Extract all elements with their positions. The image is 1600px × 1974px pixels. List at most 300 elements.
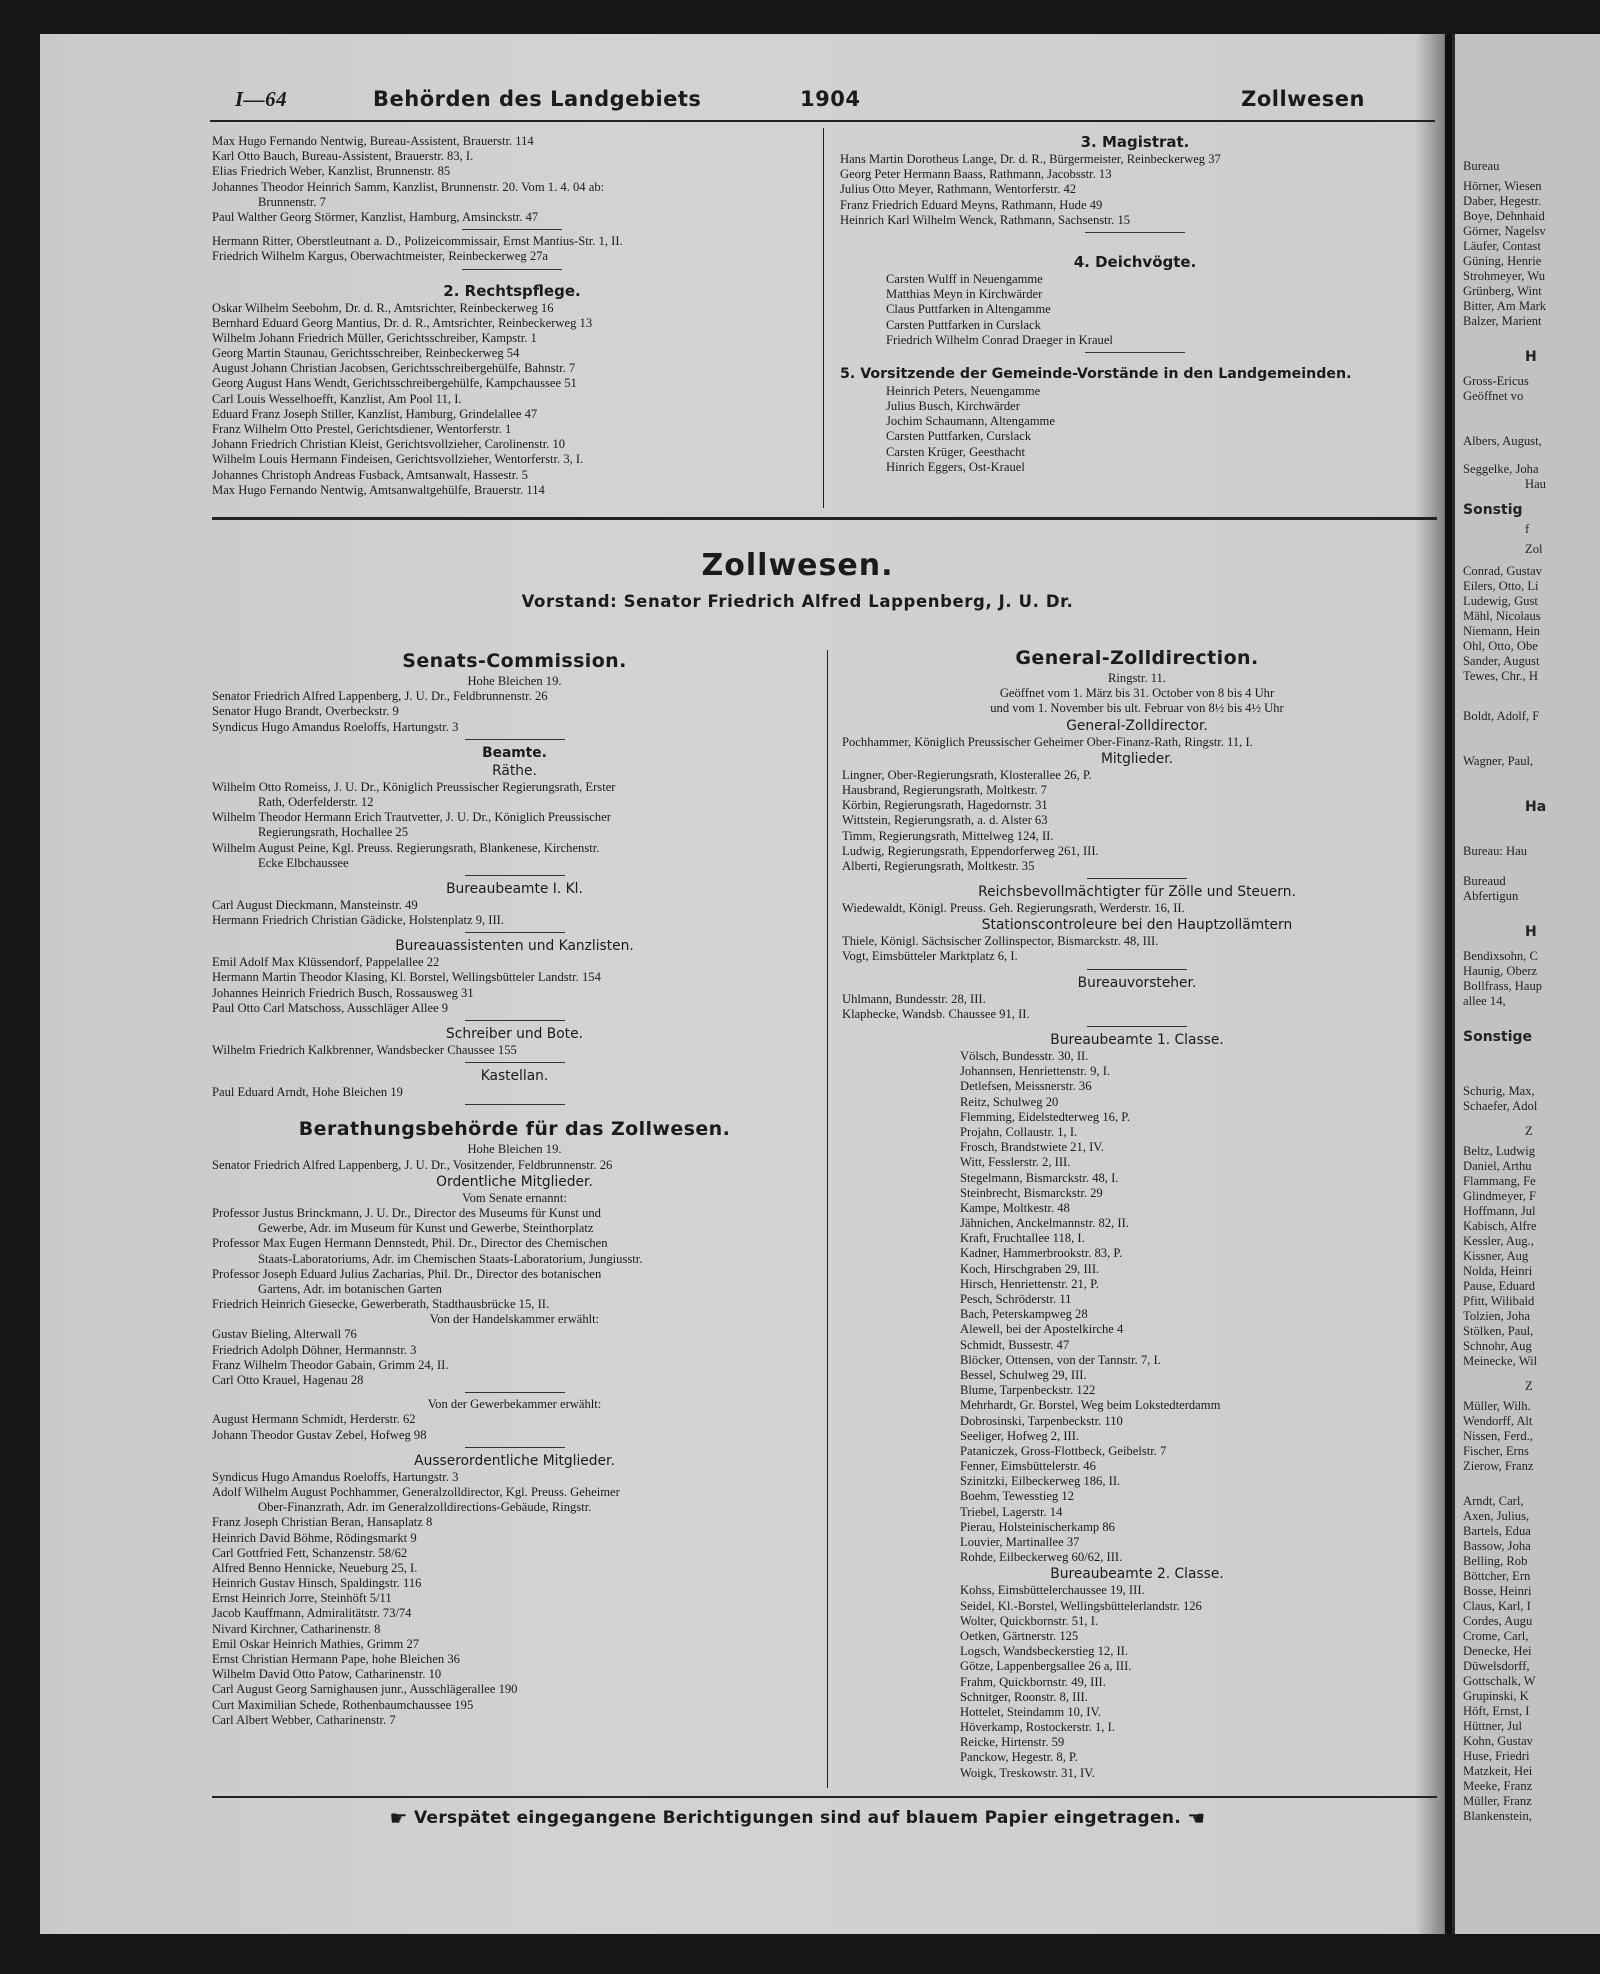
general-zolldirection-heading: General-Zolldirection. (1015, 647, 1259, 669)
list-item: Franz Wilhelm Theodor Gabain, Grimm 24, II. (212, 1357, 449, 1372)
list-item: Woigk, Treskowstr. 31, IV. (960, 1765, 1095, 1780)
next-page-line: Axen, Julius, (1463, 1509, 1530, 1523)
list-item: Körbin, Regierungsrath, Hagedornstr. 31 (842, 798, 1048, 813)
next-page-line: Huse, Friedri (1463, 1749, 1530, 1763)
next-page-line: Niemann, Hein (1463, 624, 1540, 638)
next-page-line: Crome, Carl, (1463, 1629, 1529, 1643)
list-item: Adolf Wilhelm August Pochhammer, Generalzolldirector, Kgl. Preuss. Geheimer (212, 1484, 620, 1499)
list-item: Johann Theodor Gustav Zebel, Hofweg 98 (212, 1427, 427, 1442)
list-item: Carsten Puttfarken in Curslack (886, 317, 1041, 332)
director-list (842, 735, 1432, 750)
next-page-line: Güning, Henrie (1463, 254, 1542, 268)
next-page-line: allee 14, (1463, 994, 1506, 1008)
list-item: Eduard Franz Joseph Stiller, Kanzlist, Hamburg, Grindelallee 47 (212, 406, 538, 421)
gewerbekammer-label: Von der Gewerbekammer erwählt: (427, 1397, 602, 1412)
section-rule (212, 517, 1437, 520)
next-page-line: Höft, Ernst, I (1463, 1704, 1530, 1718)
list-item: Carl Gottfried Fett, Schanzenstr. 58/62 (212, 1545, 408, 1560)
column-divider-main (827, 650, 828, 1788)
klasse1-heading: Bureaubeamte 1. Classe. (1050, 1032, 1224, 1048)
vorsitzende-list (840, 384, 1430, 475)
next-page-line: Böttcher, Ern (1463, 1569, 1531, 1583)
next-page-fragment (1452, 34, 1600, 1934)
list-item: Völsch, Bundesstr. 30, II. (960, 1049, 1089, 1063)
next-page-line: Sonstig (1463, 502, 1523, 518)
next-page-line: Beltz, Ludwig (1463, 1144, 1536, 1158)
next-page-line: Bendixsohn, C (1463, 949, 1538, 963)
list-item: Karl Otto Bauch, Bureau-Assistent, Brauerstr. 83, I. (212, 149, 474, 164)
ordentliche-heading: Ordentliche Mitglieder. (436, 1173, 593, 1190)
list-item: Kohss, Eimsbüttelerchaussee 19, III. (960, 1583, 1145, 1598)
list-item: Franz Friedrich Eduard Meyns, Rathmann, Hude 49 (840, 197, 1103, 212)
list-item: Jähnichen, Anckelmannstr. 82, II. (960, 1216, 1129, 1231)
list-item: Boehm, Tewesstieg 12 (960, 1489, 1074, 1504)
rechtspflege-list (212, 301, 812, 498)
list-item: Timm, Regierungsrath, Mittelweg 124, II. (842, 828, 1054, 843)
list-item: Friedrich Heinrich Giesecke, Gewerberath, Stadthausbrücke 15, II. (212, 1297, 550, 1312)
list-item: Flemming, Eidelstedterweg 16, P. (960, 1109, 1130, 1124)
next-page-line: Bureaud (1463, 874, 1506, 888)
divider (465, 1020, 565, 1021)
list-item: Wilhelm Louis Hermann Findeisen, Gerichtsvollzieher, Wentorferstr. 3, I. (212, 452, 584, 467)
next-page-line: Sander, August (1463, 654, 1540, 668)
divider (465, 1062, 565, 1063)
list-item: Julius Otto Meyer, Rathmann, Wentorferstr. 42 (840, 182, 1077, 197)
list-item: Carl August Dieckmann, Mansteinstr. 49 (212, 897, 418, 912)
next-page-line: Gross-Ericus (1463, 374, 1529, 388)
list-item: Alfred Benno Hennicke, Neueburg 25, I. (212, 1560, 418, 1575)
schreiber-list (212, 1043, 817, 1058)
klasse1-list (842, 1049, 1432, 1565)
list-item: Hirsch, Henriettenstr. 21, P. (960, 1276, 1099, 1291)
list-item: Blume, Tarpenbeckstr. 122 (960, 1383, 1096, 1398)
list-item: Wilhelm Theodor Hermann Erich Trautvetter, J. U. Dr., Königlich Preussischer (212, 810, 611, 825)
list-item: Professor Joseph Eduard Julius Zacharias, Phil. Dr., Director des botanischen (212, 1266, 602, 1281)
page-number: I—64 (235, 87, 288, 111)
general-hours (842, 686, 1432, 716)
list-item: Georg August Hans Wendt, Gerichtsschreibergehülfe, Kampchaussee 51 (212, 376, 577, 391)
assistenten-list (212, 955, 817, 1016)
next-page-line: Haunig, Oberz (1463, 964, 1538, 978)
next-page-line: Meinecke, Wil (1463, 1354, 1538, 1368)
list-item: Wilhelm Johann Friedrich Müller, Gerichtsschreiber, Kampstr. 1 (212, 330, 537, 345)
list-item: Gustav Bieling, Alterwall 76 (212, 1327, 357, 1342)
list-item: Friedrich Wilhelm Conrad Draeger in Krauel (886, 332, 1113, 347)
section-title: Behörden des Landgebiets (373, 87, 702, 111)
list-item: Max Hugo Fernando Nentwig, Amtsanwaltgehülfe, Brauerstr. 114 (212, 482, 545, 497)
next-page-line: Balzer, Marient (1463, 314, 1542, 328)
list-item: Bessel, Schulweg 29, III. (960, 1367, 1087, 1382)
next-page-line: Sonstige (1463, 1029, 1533, 1045)
next-page-line: Mähl, Nicolaus (1463, 609, 1541, 623)
footnote (170, 1806, 1425, 1830)
police-list (212, 234, 812, 264)
schreiber-heading: Schreiber und Bote. (446, 1026, 583, 1042)
next-page-line: Kabisch, Alfre (1463, 1219, 1537, 1233)
list-item: Steinbrecht, Bismarckstr. 29 (960, 1185, 1103, 1200)
list-item: Paul Otto Carl Matschoss, Ausschläger Allee 9 (212, 1000, 449, 1015)
general-address: Ringstr. 11. (1108, 671, 1166, 685)
list-item: Paul Walther Georg Störmer, Kanzlist, Hamburg, Amsinckstr. 47 (212, 209, 539, 224)
next-page-line: Müller, Franz (1463, 1794, 1532, 1808)
senats-list (212, 689, 817, 735)
list-item: Johannsen, Henriettenstr. 9, I. (960, 1064, 1111, 1079)
list-item: Carsten Wulff in Neuengamme (886, 271, 1043, 286)
next-page-line: Glindmeyer, F (1463, 1189, 1536, 1203)
next-page-line: Ludewig, Gust (1463, 594, 1538, 608)
list-item: Wilhelm Otto Romeiss, J. U. Dr., Königlich Preussischer Regierungsrath, Erster (212, 779, 616, 794)
kastellan-list (212, 1085, 817, 1100)
next-page-line: Boye, Dehnhaid (1463, 209, 1545, 223)
running-header (190, 87, 1425, 119)
divider (1085, 232, 1185, 233)
list-item: Wilhelm August Peine, Kgl. Preuss. Regierungsrath, Blankenese, Kirchenstr. (212, 840, 600, 855)
list-item: Hinrich Eggers, Ost-Krauel (886, 459, 1025, 474)
list-item: Lingner, Ober-Regierungsrath, Klosterallee 26, P. (842, 767, 1092, 782)
magistrat-list (840, 152, 1430, 228)
next-page-line: Abfertigun (1463, 889, 1519, 903)
list-item: Paul Eduard Arndt, Hohe Bleichen 19 (212, 1085, 403, 1100)
next-page-line: Wendorff, Alt (1463, 1414, 1533, 1428)
magistrat-heading: 3. Magistrat. (1080, 133, 1190, 151)
next-page-line: Kessler, Aug., (1463, 1234, 1534, 1248)
next-page-line: Eilers, Otto, Li (1463, 579, 1539, 593)
list-item: Staats-Laboratoriums, Adr. im Chemischen Staats-Laboratorium, Jungiusstr. (258, 1251, 643, 1266)
next-page-line: Daber, Hegestr. (1463, 194, 1542, 208)
list-item: Kadner, Hammerbrookstr. 83, P. (960, 1246, 1123, 1261)
reichsbevoll-heading: Reichsbevollmächtigter für Zölle und Steuern. (978, 884, 1296, 901)
senat-list (212, 1206, 817, 1312)
next-page-line: Geöffnet vo (1463, 389, 1524, 403)
list-item: Geöffnet vom 1. März bis 31. October von 8 bis 4 Uhr (999, 686, 1275, 701)
berathung-list (212, 1158, 817, 1173)
list-item: Franz Wilhelm Otto Prestel, Gerichtsdiener, Wentorferstr. 1 (212, 422, 512, 436)
stations-heading: Stationscontroleure bei den Hauptzollämtern (981, 917, 1293, 934)
divider (1087, 1026, 1187, 1027)
footer-rule (212, 1796, 1437, 1798)
next-page-line: Bureau: Hau (1463, 844, 1527, 858)
next-page-line: Claus, Karl, I (1463, 1599, 1531, 1613)
senats-commission-heading: Senats-Commission. (402, 650, 627, 672)
list-item: Ernst Christian Hermann Pape, hohe Bleichen 36 (212, 1652, 460, 1666)
list-item: Koch, Hirschgraben 29, III. (960, 1261, 1100, 1276)
next-page-line: Blankenstein, (1463, 1809, 1532, 1823)
list-item: Wilhelm Friedrich Kalkbrenner, Wandsbecker Chaussee 155 (212, 1043, 517, 1057)
next-page-line: Boldt, Adolf, F (1463, 709, 1540, 723)
divider (465, 932, 565, 933)
deichvoegte-heading: 4. Deichvögte. (1073, 252, 1197, 271)
next-page-line: Belling, Rob (1463, 1554, 1528, 1568)
divider (465, 875, 565, 876)
chapter-vorstand: Vorstand: Senator Friedrich Alfred Lappenberg, J. U. Dr. (521, 592, 1074, 611)
list-item: Bernhard Eduard Georg Mantius, Dr. d. R., Amtsrichter, Reinbeckerweg 13 (212, 315, 593, 330)
next-page-line: Denecke, Hei (1463, 1644, 1532, 1658)
list-item: Nivard Kirchner, Catharinenstr. 8 (212, 1621, 381, 1636)
list-item: Hermann Martin Theodor Klasing, Kl. Borstel, Wellingsbütteler Landstr. 154 (212, 970, 601, 985)
berathung-heading: Berathungsbehörde für das Zollwesen. (298, 1118, 731, 1141)
list-item: Klaphecke, Wandsb. Chaussee 91, II. (842, 1006, 1030, 1021)
list-item: Hans Martin Dorotheus Lange, Dr. d. R., Bürgermeister, Reinbeckerweg 37 (840, 152, 1221, 166)
list-item: Seidel, Kl.-Borstel, Wellingsbüttelerlandstr. 126 (960, 1598, 1202, 1613)
staff-list (212, 134, 812, 225)
next-page-line: Müller, Wilh. (1463, 1399, 1531, 1413)
next-page-line: Pause, Eduard (1463, 1279, 1536, 1293)
list-item: Claus Puttfarken in Altengamme (886, 302, 1051, 317)
list-item: Rath, Oderfelderstr. 12 (258, 794, 374, 809)
next-page-line: Düwelsdorff, (1463, 1659, 1530, 1673)
next-page-line: Nolda, Heinri (1463, 1264, 1533, 1278)
list-item: Carl Albert Webber, Catharinenstr. 7 (212, 1712, 396, 1727)
next-page-line: Hüttner, Jul (1463, 1719, 1522, 1733)
list-item: Georg Martin Staunau, Gerichtsschreiber, Reinbeckerweg 54 (212, 346, 520, 361)
list-item: Senator Friedrich Alfred Lappenberg, J. U. Dr., Feldbrunnenstr. 26 (212, 689, 548, 704)
next-page-line: Fischer, Erns (1463, 1444, 1529, 1458)
gewerbekammer-list (212, 1412, 817, 1442)
list-item: Senator Friedrich Alfred Lappenberg, J. U. Dr., Vositzender, Feldbrunnenstr. 26 (212, 1157, 613, 1172)
list-item: Höverkamp, Rostockerstr. 1, I. (960, 1720, 1115, 1735)
list-item: Friedrich Wilhelm Kargus, Oberwachtmeister, Reinbeckerweg 27a (212, 249, 548, 264)
next-page-line: Matzkeit, Hei (1463, 1764, 1533, 1778)
next-page-line: Z (1525, 1379, 1533, 1393)
list-item: Brunnenstr. 7 (258, 194, 326, 209)
pointing-hand-right-icon: ☛ (389, 1806, 408, 1830)
list-item: Hermann Ritter, Oberstleutnant a. D., Polizeicommissair, Ernst Mantius-Str. 1, II. (212, 234, 623, 249)
chapter-title: Zollwesen. (701, 548, 894, 583)
handelskammer-list (212, 1327, 817, 1388)
next-page-line: Albers, August, (1463, 434, 1542, 448)
berathung-address: Hohe Bleichen 19. (467, 1142, 562, 1157)
list-item: Götze, Lappenbergsallee 26 a, III. (960, 1659, 1132, 1674)
next-page-line: Nissen, Ferd., (1463, 1429, 1533, 1443)
top-left-column (212, 134, 812, 498)
next-page-line: Tewes, Chr., H (1463, 669, 1539, 683)
list-item: Emil Adolf Max Klüssendorf, Pappelallee 22 (212, 955, 440, 970)
top-right-column (840, 134, 1430, 475)
next-page-line: Grupinski, K (1463, 1689, 1529, 1703)
list-item: Pataniczek, Gross-Flottbeck, Geibelstr. 7 (960, 1443, 1167, 1458)
header-rule (210, 120, 1435, 122)
divider (1085, 352, 1185, 353)
list-item: Julius Busch, Kirchwärder (886, 399, 1020, 414)
next-page-line: Grünberg, Wint (1463, 284, 1542, 298)
list-item: Reicke, Hirtenstr. 59 (960, 1735, 1065, 1750)
list-item: Wolter, Quickbornstr. 51, I. (960, 1613, 1099, 1628)
list-item: Alberti, Regierungsrath, Moltkestr. 35 (842, 858, 1035, 873)
list-item: Bach, Peterskampweg 28 (960, 1307, 1088, 1322)
list-item: Wilhelm David Otto Patow, Catharinenstr. 10 (212, 1667, 442, 1682)
list-item: Carsten Puttfarken, Curslack (886, 429, 1032, 444)
list-item: Regierungsrath, Hochallee 25 (258, 825, 409, 840)
klasse2-list (842, 1583, 1432, 1780)
list-item: Heinrich Peters, Neuengamme (886, 383, 1041, 398)
list-item: Vogt, Eimsbütteler Marktplatz 6, I. (842, 949, 1018, 964)
list-item: Pesch, Schröderstr. 11 (960, 1292, 1072, 1306)
next-page-line: Cordes, Augu (1463, 1614, 1533, 1628)
list-item: Syndicus Hugo Amandus Roeloffs, Hartungstr. 3 (212, 1469, 459, 1484)
list-item: Kraft, Fruchtallee 118, I. (960, 1231, 1085, 1246)
main-right-column (842, 645, 1432, 1781)
reichsbevoll-list (842, 901, 1432, 916)
senat-ernannt-label: Vom Senate ernannt: (462, 1190, 567, 1205)
divider (465, 1392, 565, 1393)
list-item: Gartens, Adr. im botanischen Garten (258, 1281, 442, 1296)
list-item: Mehrhardt, Gr. Borstel, Weg beim Lokstedterdamm (960, 1398, 1221, 1413)
ausserordentliche-list (212, 1470, 817, 1728)
vorsteher-list (842, 992, 1432, 1022)
list-item: Stegelmann, Bismarckstr. 48, I. (960, 1170, 1119, 1185)
list-item: Carsten Krüger, Geesthacht (886, 444, 1026, 459)
bureaubeamte-list (212, 898, 817, 928)
next-page-line: f (1525, 522, 1530, 536)
next-page-line: Schaefer, Adol (1463, 1099, 1538, 1113)
list-item: Hausbrand, Regierungsrath, Moltkestr. 7 (842, 782, 1047, 797)
list-item: Wittstein, Regierungsrath, a. d. Alster 63 (842, 813, 1048, 828)
next-page-line: Flammang, Fe (1463, 1174, 1536, 1188)
list-item: Seeliger, Hofweg 2, III. (960, 1428, 1080, 1443)
list-item: Triebel, Lagerstr. 14 (960, 1504, 1063, 1519)
list-item: Pierau, Holsteinischerkamp 86 (960, 1519, 1115, 1534)
list-item: Detlefsen, Meissnerstr. 36 (960, 1079, 1092, 1094)
list-item: Blöcker, Ottensen, von der Tannstr. 7, I. (960, 1352, 1161, 1367)
next-page-line: Schurig, Max, (1463, 1084, 1535, 1098)
director-heading: General-Zolldirector. (1066, 717, 1208, 734)
raethe-list (212, 780, 817, 871)
raethe-heading: Räthe. (492, 762, 537, 779)
list-item: Heinrich Karl Wilhelm Wenck, Rathmann, Sachsenstr. 15 (840, 212, 1131, 227)
next-page-line: Bitter, Am Mark (1463, 299, 1547, 313)
next-page-line: Görner, Nagelsv (1463, 224, 1546, 238)
deichvoegte-list (840, 272, 1430, 348)
next-page-line: Tolzien, Joha (1463, 1309, 1530, 1323)
divider (462, 269, 562, 270)
list-item: Witt, Fesslerstr. 2, III. (960, 1155, 1071, 1170)
list-item: Projahn, Collaustr. 1, I. (960, 1124, 1078, 1139)
list-item: Elias Friedrich Weber, Kanzlist, Brunnenstr. 85 (212, 164, 451, 179)
column-divider-top (823, 128, 824, 508)
list-item: Carl Otto Krauel, Hagenau 28 (212, 1373, 364, 1387)
next-page-line: Stölken, Paul, (1463, 1324, 1534, 1338)
list-item: Oskar Wilhelm Seebohm, Dr. d. R., Amtsrichter, Reinbeckerweg 16 (212, 300, 554, 315)
stations-list (842, 934, 1432, 964)
next-page-line: Bosse, Heinri (1463, 1584, 1532, 1598)
next-page-line: Strohmeyer, Wu (1463, 269, 1546, 283)
next-page-line: Zierow, Franz (1463, 1459, 1534, 1473)
list-item: Wiedewaldt, Königl. Preuss. Geh. Regierungsrath, Werderstr. 16, II. (842, 901, 1185, 916)
list-item: Johann Friedrich Christian Kleist, Gerichtsvollzieher, Carolinenstr. 10 (212, 437, 566, 452)
senats-address: Hohe Bleichen 19. (467, 674, 562, 688)
list-item: Kampe, Moltkestr. 48 (960, 1200, 1070, 1215)
list-item: Hottelet, Steindamm 10, IV. (960, 1704, 1102, 1719)
rechtspflege-heading: 2. Rechtspflege. (443, 281, 581, 300)
list-item: Frosch, Brandstwiete 21, IV. (960, 1140, 1104, 1155)
next-page-line: Kissner, Aug (1463, 1249, 1529, 1263)
list-item: Dobrosinski, Tarpenbeckstr. 110 (960, 1413, 1123, 1428)
handelskammer-label: Von der Handelskammer erwählt: (429, 1312, 600, 1327)
list-item: Senator Hugo Brandt, Overbeckstr. 9 (212, 704, 399, 719)
next-page-line: Bureau (1463, 159, 1500, 173)
subject-title: Zollwesen (1241, 87, 1365, 111)
list-item: Uhlmann, Bundesstr. 28, III. (842, 991, 986, 1006)
divider (465, 1447, 565, 1448)
main-left-column (212, 648, 817, 1728)
list-item: Schmidt, Bussestr. 47 (960, 1337, 1070, 1352)
vorsitzende-heading: 5. Vorsitzende der Gemeinde-Vorstände in den Landgemeinden. (840, 365, 1352, 382)
list-item: Johannes Heinrich Friedrich Busch, Rossausweg 31 (212, 985, 474, 1000)
ausserordentliche-heading: Ausserordentliche Mitglieder. (414, 1452, 615, 1469)
next-page-line: Wagner, Paul, (1463, 754, 1534, 768)
divider (465, 739, 565, 740)
next-page-line: Ohl, Otto, Obe (1463, 639, 1538, 653)
list-item: Thiele, Königl. Sächsischer Zollinspector, Bismarckstr. 48, III. (842, 934, 1159, 949)
next-page-line: Daniel, Arthu (1463, 1159, 1532, 1173)
list-item: Friedrich Adolph Döhner, Hermannstr. 3 (212, 1342, 417, 1357)
next-page-line: H (1525, 924, 1537, 940)
list-item: Max Hugo Fernando Nentwig, Bureau-Assistent, Brauerstr. 114 (212, 134, 534, 148)
divider (465, 1104, 565, 1105)
next-page-line: Schnohr, Aug (1463, 1339, 1532, 1353)
next-page-line: Hau (1525, 477, 1546, 491)
list-item: Carl August Georg Sarnighausen junr., Ausschlägerallee 190 (212, 1682, 518, 1697)
list-item: Ecke Elbchaussee (258, 855, 349, 870)
list-item: Hermann Friedrich Christian Gädicke, Holstenplatz 9, III. (212, 913, 505, 928)
list-item: Carl Louis Wesselhoefft, Kanzlist, Am Pool 11, I. (212, 391, 462, 406)
next-page-line: Läufer, Contast (1463, 239, 1541, 253)
next-page-line: Bollfrass, Haup (1463, 979, 1543, 993)
next-page-line: Arndt, Carl, (1463, 1494, 1524, 1508)
assistenten-heading: Bureauassistenten und Kanzlisten. (395, 938, 634, 955)
next-page-line: Kohn, Gustav (1463, 1734, 1533, 1748)
list-item: Logsch, Wandsbeckerstieg 12, II. (960, 1644, 1129, 1659)
footnote-text: Verspätet eingegangene Berichtigungen sind auf blauem Papier eingetragen. (413, 1808, 1182, 1828)
list-item: Jacob Kauffmann, Admiralitätstr. 73/74 (212, 1606, 412, 1621)
list-item: Schnitger, Roonstr. 8, III. (960, 1689, 1088, 1704)
next-page-line: Zol (1525, 542, 1543, 556)
list-item: Frahm, Quickbornstr. 49, III. (960, 1674, 1106, 1689)
kastellan-heading: Kastellan. (480, 1068, 549, 1085)
next-page-line: Gottschalk, W (1463, 1674, 1536, 1688)
list-item: August Hermann Schmidt, Herderstr. 62 (212, 1412, 416, 1427)
next-page-line: Conrad, Gustav (1463, 564, 1543, 578)
list-item: Heinrich Gustav Hinsch, Spaldingstr. 116 (212, 1576, 422, 1591)
list-item: Ober-Finanzrath, Adr. im Generalzolldirections-Gebäude, Ringstr. (258, 1500, 592, 1515)
list-item: Fenner, Eimsbüttelerstr. 46 (960, 1459, 1096, 1474)
list-item: Johannes Christoph Andreas Fusback, Amtsanwalt, Hassestr. 5 (212, 467, 528, 482)
list-item: Ludwig, Regierungsrath, Eppendorferweg 261, III. (842, 843, 1099, 858)
divider (462, 229, 562, 230)
list-item: Emil Oskar Heinrich Mathies, Grimm 27 (212, 1636, 420, 1651)
next-page-line: Bassow, Joha (1463, 1539, 1531, 1553)
divider (1087, 878, 1187, 879)
list-item: Professor Max Eugen Hermann Dennstedt, Phil. Dr., Director des Chemischen (212, 1236, 608, 1251)
list-item: Pochhammer, Königlich Preussischer Geheimer Ober-Finanz-Rath, Ringstr. 11, I. (842, 734, 1253, 749)
next-page-line: Bartels, Edua (1463, 1524, 1531, 1538)
list-item: Syndicus Hugo Amandus Roeloffs, Hartungstr. 3 (212, 719, 459, 734)
list-item: Curt Maximilian Schede, Rothenbaumchaussee 195 (212, 1697, 474, 1712)
list-item: Reitz, Schulweg 20 (960, 1094, 1059, 1109)
list-item: Johannes Theodor Heinrich Samm, Kanzlist, Brunnenstr. 20. Vom 1. 4. 04 ab: (212, 179, 605, 194)
klasse2-heading: Bureaubeamte 2. Classe. (1050, 1566, 1224, 1583)
next-page-line: Meeke, Franz (1463, 1779, 1533, 1793)
next-page-line: Seggelke, Joha (1463, 462, 1539, 476)
next-page-line: Hoffmann, Jul (1463, 1204, 1536, 1218)
next-page-line: H (1525, 349, 1537, 365)
list-item: Franz Joseph Christian Beran, Hansaplatz 8 (212, 1515, 433, 1530)
next-page-line: Z (1525, 1124, 1533, 1138)
list-item: Georg Peter Hermann Baass, Rathmann, Jacobsstr. 13 (840, 167, 1112, 182)
next-page-line: Ha (1525, 799, 1547, 815)
beamte-heading: Beamte. (482, 744, 547, 761)
list-item: Alewell, bei der Apostelkirche 4 (960, 1322, 1124, 1337)
